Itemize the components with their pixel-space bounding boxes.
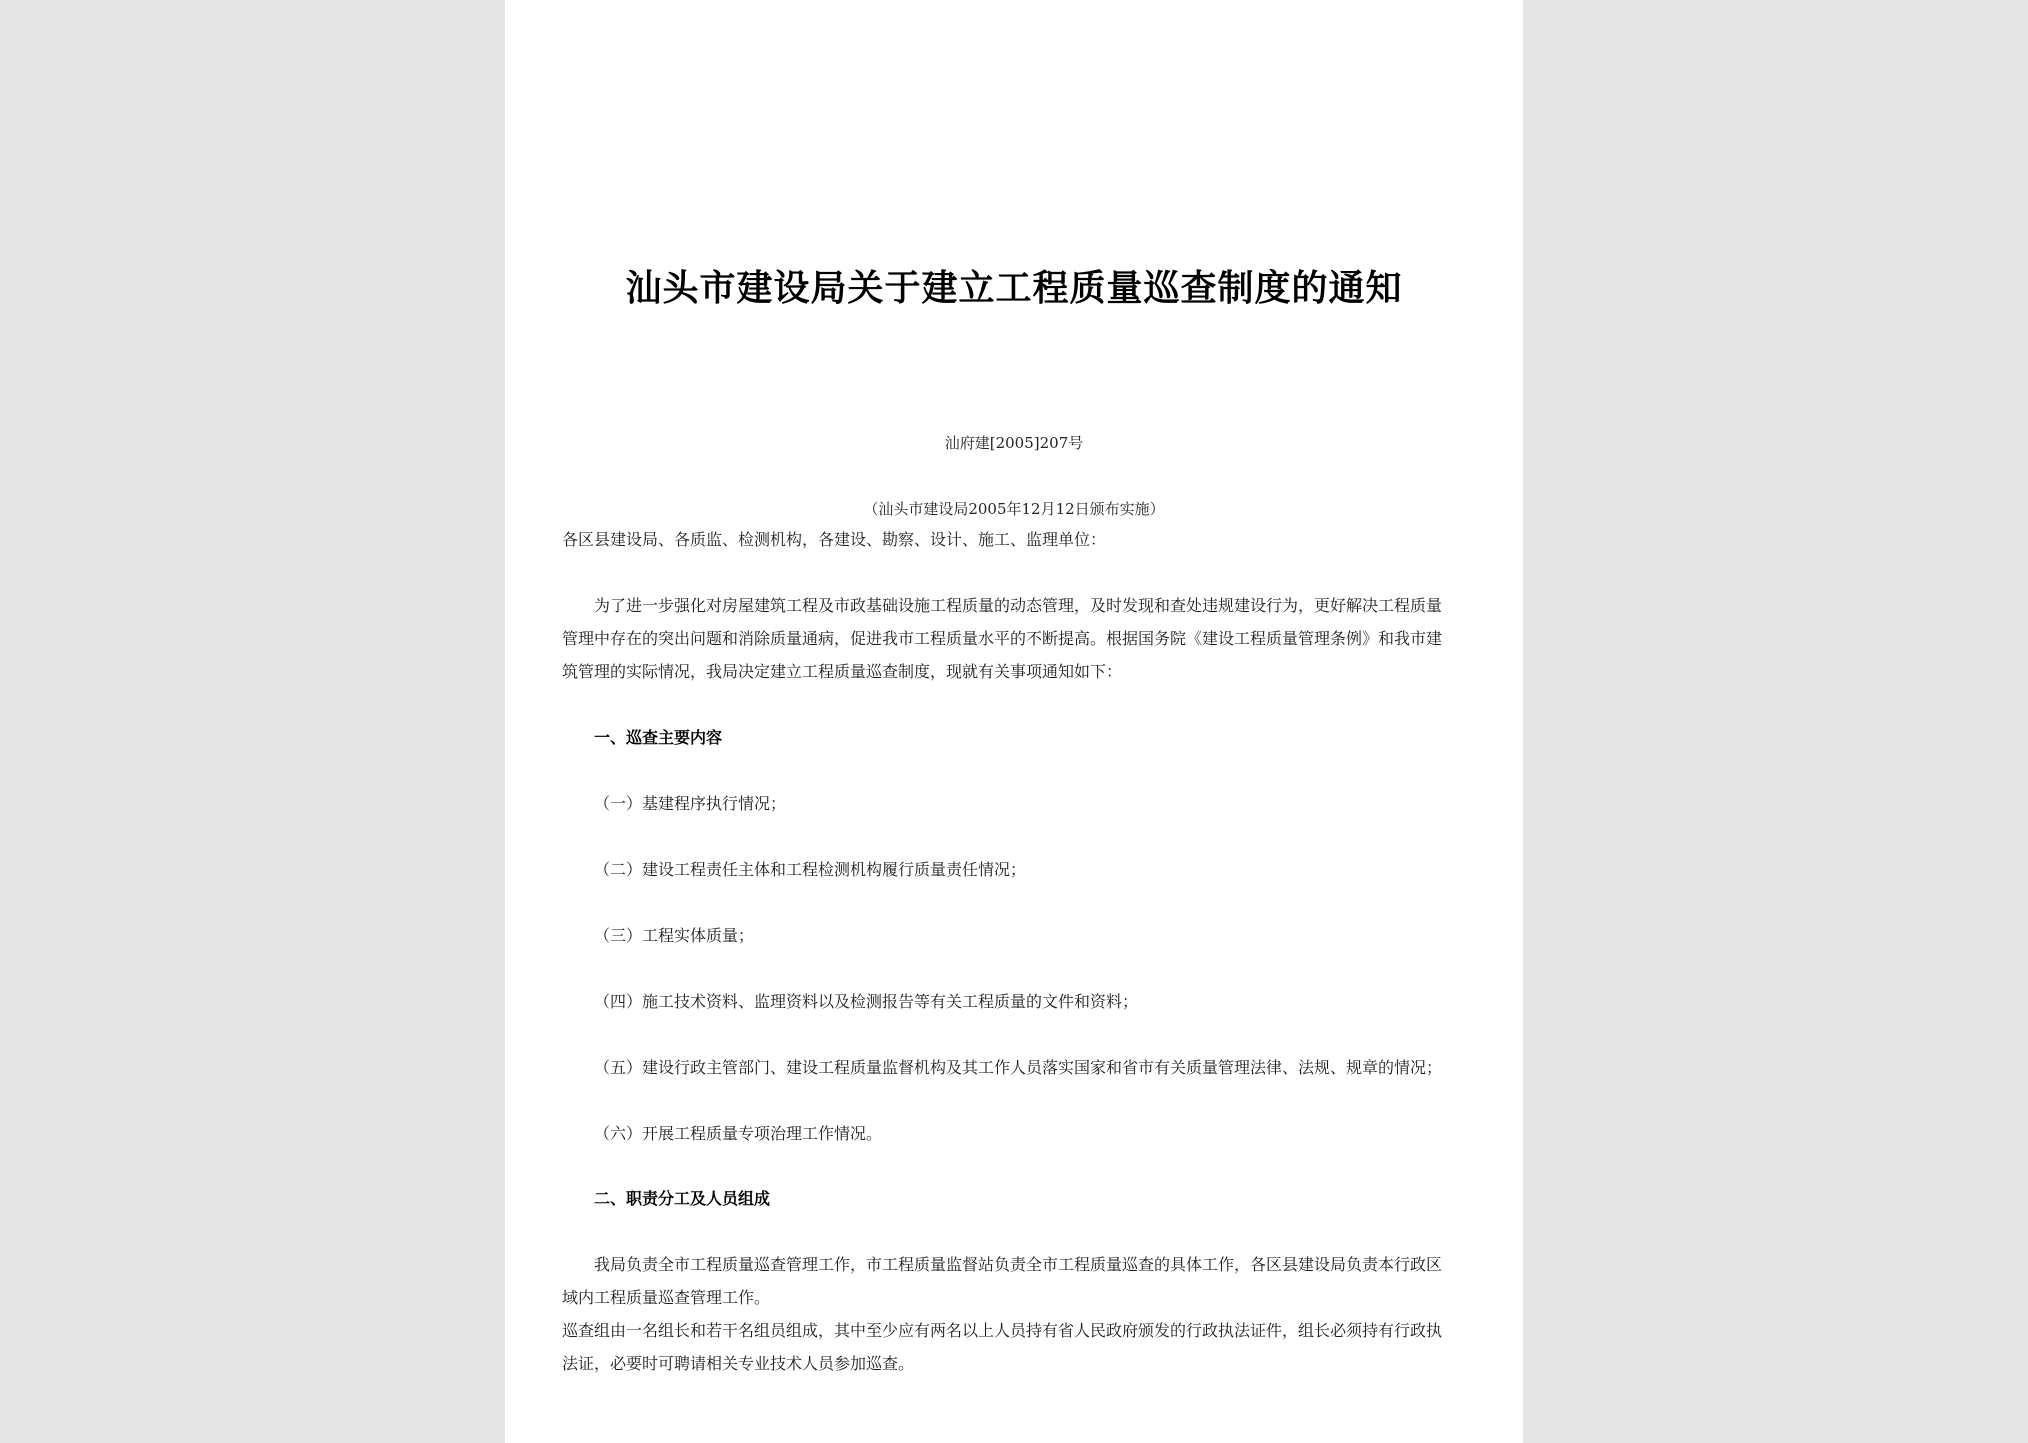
issued-note: （汕头市建设局2005年12月12日颁布实施）	[863, 500, 1165, 518]
intro-paragraph-line: 管理中存在的突出问题和消除质量通病，促进我市工程质量水平的不断提高。根据国务院《建设工程质量管理条例》和我市建	[562, 629, 1443, 648]
list-item: （六）开展工程质量专项治理工作情况。	[594, 1124, 883, 1143]
list-item: （一）基建程序执行情况；	[594, 794, 787, 813]
section-paragraph-line: 巡查组由一名组长和若干名组员组成，其中至少应有两名以上人员持有省人民政府颁发的行政执法证件，组长必须持有行政执	[562, 1321, 1443, 1340]
document-title: 汕头市建设局关于建立工程质量巡查制度的通知	[625, 267, 1403, 309]
section-paragraph-line: 法证，必要时可聘请相关专业技术人员参加巡查。	[562, 1354, 915, 1373]
document-number: 汕府建[2005]207号	[944, 434, 1084, 452]
list-item: （二）建设工程责任主体和工程检测机构履行质量责任情况；	[594, 860, 1027, 879]
section-paragraph-line: 域内工程质量巡查管理工作。	[562, 1288, 771, 1307]
list-item: （五）建设行政主管部门、建设工程质量监督机构及其工作人员落实国家和省市有关质量管理法律、法规、规章的情况；	[594, 1058, 1443, 1077]
section-paragraph-line: 我局负责全市工程质量巡查管理工作，市工程质量监督站负责全市工程质量巡查的具体工作，各区县建设局负责本行政区	[594, 1255, 1443, 1274]
intro-paragraph-line: 为了进一步强化对房屋建筑工程及市政基础设施工程质量的动态管理，及时发现和查处违规建设行为，更好解决工程质量	[594, 596, 1443, 615]
section-heading: 一、巡查主要内容	[594, 728, 723, 747]
list-item: （三）工程实体质量；	[594, 926, 755, 945]
document-page	[505, 0, 1523, 1443]
addressee-line: 各区县建设局、各质监、检测机构，各建设、勘察、设计、施工、监理单位：	[562, 530, 1107, 549]
intro-paragraph-line: 筑管理的实际情况，我局决定建立工程质量巡查制度，现就有关事项通知如下：	[562, 662, 1123, 681]
section-heading: 二、职责分工及人员组成	[594, 1189, 771, 1208]
list-item: （四）施工技术资料、监理资料以及检测报告等有关工程质量的文件和资料；	[594, 992, 1139, 1011]
